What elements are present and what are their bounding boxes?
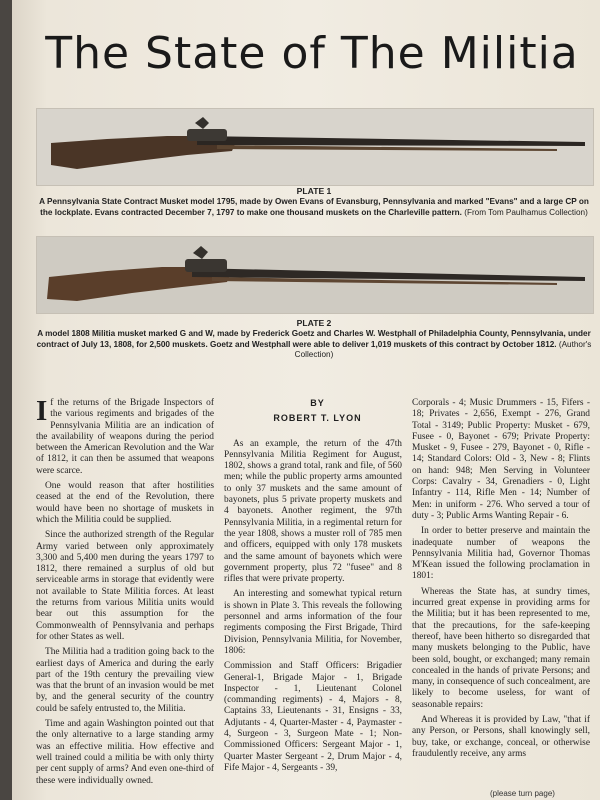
paragraph: Whereas the State has, at sundry times, incurred great expense in providing arms for the Militia; but it has been represented to me, that the precautions, for the safe-keeping thereof, have been hitherto so disregarded that many muskets belonging to the Public, have been sold, bought, or exchanged; many remain concealed in the hands of private Persons; and many, in consequence of such concealment, are likely to become useless, for want of seasonable repairs: (412, 586, 590, 710)
paragraph: And Whereas it is provided by Law, "that if any Person, or Persons, shall knowingly sell, buy, take, or exchange, conceal, or otherwise fraudulently receive, any arms (412, 715, 590, 759)
drop-cap: I (36, 395, 48, 427)
plate-1-caption (36, 186, 592, 218)
paragraph: One would reason that after hostilities ceased at the end of the Revolution, there would have been no shortage of muskets in which the Militia could be supplied. (36, 481, 214, 525)
plate-2-caption (36, 318, 592, 361)
byline-by: BY (310, 398, 325, 408)
plate-2-title: PLATE 2 (296, 318, 332, 328)
plate-2-collection: (Author's Collection) (294, 339, 592, 360)
article-title: The State of The Militia (45, 28, 579, 79)
magazine-page (12, 0, 600, 800)
paragraph: Corporals - 4; Music Drummers - 15, Fifers - 18; Privates - 2,656, Exempt - 276, Grand Total - 3149; Public Property: Musket - 679, Fusee - 0, Bayonet - 679; Private Property: Musket - 9, Fusee - 279, Bayonet - 0, Rifle - 14; Standard Colors: Old - 3, New - 8; Flints on hand: 948; Men Serving in Volunteer Corps: Cavalry - 34, Grenadiers - 0, Light Infantry - 114, Rifle Men - 14; Number of Men: in uniform - 276. Who served a tour of duty - 3; Public Arms Wanting Repair - 6. (412, 398, 590, 521)
byline-author: ROBERT T. LYON (273, 413, 362, 424)
paragraph: Since the authorized strength of the Regular Army varied between only approximately 3,300 and 5,400 men during the years 1797 to 1812, there remained a surplus of old but serviceable arms in storage that evidently were not available to State Militia forces. At least the returns from various Militia units would bear out this assumption for the Commonwealth of Pennsylvania and perhaps for other States as well. (36, 530, 214, 642)
continued-note: (please turn page) (490, 789, 555, 798)
plate-1-musket-image (36, 108, 594, 186)
musket-icon (37, 237, 593, 313)
paragraph: In order to better preserve and maintain the inadequate number of weapons the Pennsylvania Militia had, Governor Thomas M'Kean issued the following proclamation in 1801: (412, 526, 590, 582)
plate-1-body: A Pennsylvania State Contract Musket model 1795, made by Owen Evans of Evansburg, Pennsylvania and marked "Evans" and a large CP on the lockplate. Evans contracted December 7, 1797 to make one thousand muskets on the Charleville pattern. (39, 197, 589, 217)
paragraph: An interesting and somewhat typical return is shown in Plate 3. This reveals the following personnel and arms information of the four regiments composing the First Brigade, Third Division, Pennsylvania Militia, for November, 1806: (224, 589, 402, 656)
paragraph: Commission and Staff Officers: Brigadier General-1, Brigade Major - 1, Brigade Inspector - 1, Lieutenant Colonel (commanding regiments) - 4, Majors - 8, Captains 33, Lieutenants - 31, Ensigns - 33, Adjutants - 4, Quarter-Master - 4, Paymaster - 4, Surgeon - 3, Surgeon Mate - 1; Non-Commissioned Officers: Sergeant Major - 1, Quarter Master Sergeant - 2, Drum Major - 4, Fife Major - 4, Sergeants - 39, (224, 661, 402, 773)
column-middle (224, 398, 402, 778)
paragraph: If the returns of the Brigade Inspectors of the various regiments and brigades of the Pennsylvania Militia are an indication of the availability of weapons during the period between the American Revolution and the War of 1812, it can then be assumed that weapons were scarce. (36, 395, 214, 476)
plate-1-collection: (From Tom Paulhamus Collection) (464, 207, 588, 217)
paragraph: Time and again Washington pointed out that the only alternative to a large standing army was an effective militia. How effective and well trained could a militia be with only thirty per cent supply of arms? And even one-third of these were individually owned. (36, 719, 214, 786)
musket-icon (37, 109, 593, 185)
column-left (36, 395, 214, 791)
plate-2-body: A model 1808 Militia musket marked G and W, made by Frederick Goetz and Charles W. Westphall of Philadelphia County, Pennsylvania, under contract of July 13, 1808, for 2,500 muskets. Goetz and Westphall were able to deliver 1,019 muskets of this contract by October 1812. (36, 329, 591, 349)
paragraph: As an example, the return of the 47th Pennsylvania Militia Regiment for August, 1802, shows a grand total, rank and file, of 560 men; while the public property arms amounted to only 37 muskets and the same amount of bayonets, plus 5 private property muskets and 4 bayonets. Another regiment, the 97th Pennsylvania Militia, in a regimental return for the year 1808, shows a muster roll of 785 men and officers, equipped with only 178 muskets and the same amount of bayonets which were government property, plus 72 "fusee" and 8 rifles that were private property. (224, 438, 402, 585)
plate-2-musket-image (36, 236, 594, 314)
column-right (412, 398, 590, 764)
paragraph: The Militia had a tradition going back to the earliest days of America and during the early part of the 19th century the prevailing view was that the brunt of an invasion would be met by, and the general security of the country could be safely entrusted to, the Militia. (36, 647, 214, 714)
plate-1-title: PLATE 1 (296, 186, 332, 196)
